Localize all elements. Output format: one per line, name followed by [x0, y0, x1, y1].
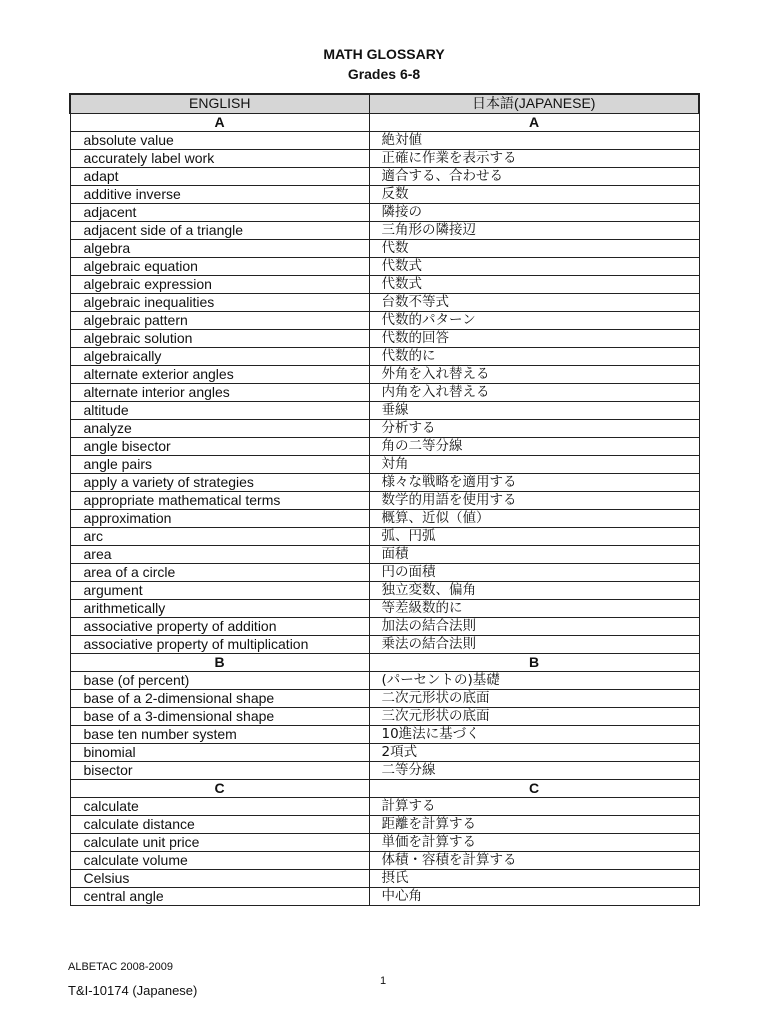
english-term: altitude [70, 401, 369, 419]
japanese-term: 距離を計算する [369, 815, 699, 833]
japanese-term: (パーセントの)基礎 [369, 671, 699, 689]
japanese-term: 二次元形状の底面 [369, 689, 699, 707]
japanese-term: 三角形の隣接辺 [369, 221, 699, 239]
japanese-term: 等差級数的に [369, 599, 699, 617]
table-row [70, 185, 699, 203]
table-row [70, 221, 699, 239]
table-row [70, 743, 699, 761]
table-header-row [70, 94, 699, 113]
table-row [70, 671, 699, 689]
english-term: Celsius [70, 869, 369, 887]
japanese-term: 2項式 [369, 743, 699, 761]
japanese-term: 対角 [369, 455, 699, 473]
japanese-term: 台数不等式 [369, 293, 699, 311]
table-row [70, 545, 699, 563]
japanese-term: 体積・容積を計算する [369, 851, 699, 869]
english-term: alternate exterior angles [70, 365, 369, 383]
english-term: area of a circle [70, 563, 369, 581]
japanese-term: 二等分線 [369, 761, 699, 779]
japanese-term: 中心角 [369, 887, 699, 905]
english-term: base ten number system [70, 725, 369, 743]
section-letter-japanese: B [369, 653, 699, 671]
table-row [70, 509, 699, 527]
japanese-term: 角の二等分線 [369, 437, 699, 455]
japanese-term: 乗法の結合法則 [369, 635, 699, 653]
english-term: absolute value [70, 131, 369, 149]
japanese-term: 反数 [369, 185, 699, 203]
english-term: binomial [70, 743, 369, 761]
japanese-term: 絶対値 [369, 131, 699, 149]
japanese-term: 垂線 [369, 401, 699, 419]
glossary-body [70, 113, 699, 905]
english-term: apply a variety of strategies [70, 473, 369, 491]
footer-document-id: T&I-10174 (Japanese) [68, 983, 198, 998]
english-term: associative property of multiplication [70, 635, 369, 653]
japanese-term: 分析する [369, 419, 699, 437]
japanese-term: 適合する、合わせる [369, 167, 699, 185]
japanese-term: 加法の結合法則 [369, 617, 699, 635]
japanese-term: 摂氏 [369, 869, 699, 887]
header-japanese: 日本語(JAPANESE) [369, 94, 699, 113]
english-term: accurately label work [70, 149, 369, 167]
japanese-term: 様々な戦略を適用する [369, 473, 699, 491]
table-row [70, 401, 699, 419]
table-row [70, 797, 699, 815]
table-row [70, 149, 699, 167]
section-header-row [70, 653, 699, 671]
japanese-term: 隣接の [369, 203, 699, 221]
english-term: algebraic pattern [70, 311, 369, 329]
table-row [70, 329, 699, 347]
table-row [70, 833, 699, 851]
japanese-term: 代数的に [369, 347, 699, 365]
section-letter-english: A [70, 113, 369, 131]
table-row [70, 275, 699, 293]
english-term: arc [70, 527, 369, 545]
table-row [70, 257, 699, 275]
japanese-term: 代数的回答 [369, 329, 699, 347]
table-row [70, 473, 699, 491]
table-row [70, 419, 699, 437]
glossary-table [69, 93, 700, 906]
english-term: analyze [70, 419, 369, 437]
table-row [70, 869, 699, 887]
table-row [70, 725, 699, 743]
table-row [70, 635, 699, 653]
table-row [70, 365, 699, 383]
english-term: adapt [70, 167, 369, 185]
english-term: arithmetically [70, 599, 369, 617]
table-row [70, 815, 699, 833]
table-row [70, 851, 699, 869]
english-term: base of a 2-dimensional shape [70, 689, 369, 707]
table-row [70, 887, 699, 905]
table-row [70, 761, 699, 779]
english-term: additive inverse [70, 185, 369, 203]
japanese-term: 面積 [369, 545, 699, 563]
footer-organization: ALBETAC 2008-2009 [68, 961, 173, 973]
japanese-term: 数学的用語を使用する [369, 491, 699, 509]
table-row [70, 383, 699, 401]
english-term: adjacent [70, 203, 369, 221]
table-row [70, 347, 699, 365]
english-term: argument [70, 581, 369, 599]
japanese-term: 代数式 [369, 275, 699, 293]
japanese-term: 正確に作業を表示する [369, 149, 699, 167]
document-title: MATH GLOSSARY [323, 46, 445, 62]
english-term: central angle [70, 887, 369, 905]
table-row [70, 437, 699, 455]
japanese-term: 弧、円弧 [369, 527, 699, 545]
table-row [70, 311, 699, 329]
section-letter-english: B [70, 653, 369, 671]
english-term: calculate [70, 797, 369, 815]
japanese-term: 代数式 [369, 257, 699, 275]
section-letter-japanese: C [369, 779, 699, 797]
english-term: angle bisector [70, 437, 369, 455]
english-term: calculate volume [70, 851, 369, 869]
section-header-row [70, 113, 699, 131]
english-term: algebra [70, 239, 369, 257]
english-term: adjacent side of a triangle [70, 221, 369, 239]
english-term: algebraic equation [70, 257, 369, 275]
english-term: algebraic solution [70, 329, 369, 347]
english-term: calculate distance [70, 815, 369, 833]
section-letter-english: C [70, 779, 369, 797]
japanese-term: 三次元形状の底面 [369, 707, 699, 725]
japanese-term: 10進法に基づく [369, 725, 699, 743]
english-term: base (of percent) [70, 671, 369, 689]
table-row [70, 293, 699, 311]
english-term: bisector [70, 761, 369, 779]
japanese-term: 独立変数、偏角 [369, 581, 699, 599]
japanese-term: 概算、近似（値） [369, 509, 699, 527]
english-term: base of a 3-dimensional shape [70, 707, 369, 725]
english-term: algebraic inequalities [70, 293, 369, 311]
english-term: alternate interior angles [70, 383, 369, 401]
header-english: ENGLISH [70, 94, 369, 113]
japanese-term: 内角を入れ替える [369, 383, 699, 401]
table-row [70, 581, 699, 599]
table-row [70, 707, 699, 725]
english-term: calculate unit price [70, 833, 369, 851]
section-letter-japanese: A [369, 113, 699, 131]
japanese-term: 計算する [369, 797, 699, 815]
english-term: angle pairs [70, 455, 369, 473]
japanese-term: 外角を入れ替える [369, 365, 699, 383]
table-row [70, 239, 699, 257]
table-row [70, 203, 699, 221]
table-row [70, 689, 699, 707]
table-row [70, 527, 699, 545]
table-row [70, 131, 699, 149]
table-row [70, 563, 699, 581]
japanese-term: 単価を計算する [369, 833, 699, 851]
english-term: area [70, 545, 369, 563]
document-subtitle: Grades 6-8 [347, 66, 421, 82]
section-header-row [70, 779, 699, 797]
english-term: associative property of addition [70, 617, 369, 635]
page-number: 1 [380, 975, 387, 987]
english-term: algebraically [70, 347, 369, 365]
table-row [70, 491, 699, 509]
english-term: algebraic expression [70, 275, 369, 293]
english-term: appropriate mathematical terms [70, 491, 369, 509]
japanese-term: 代数的パターン [369, 311, 699, 329]
table-row [70, 617, 699, 635]
japanese-term: 円の面積 [369, 563, 699, 581]
english-term: approximation [70, 509, 369, 527]
table-row [70, 455, 699, 473]
japanese-term: 代数 [369, 239, 699, 257]
table-row [70, 599, 699, 617]
table-row [70, 167, 699, 185]
